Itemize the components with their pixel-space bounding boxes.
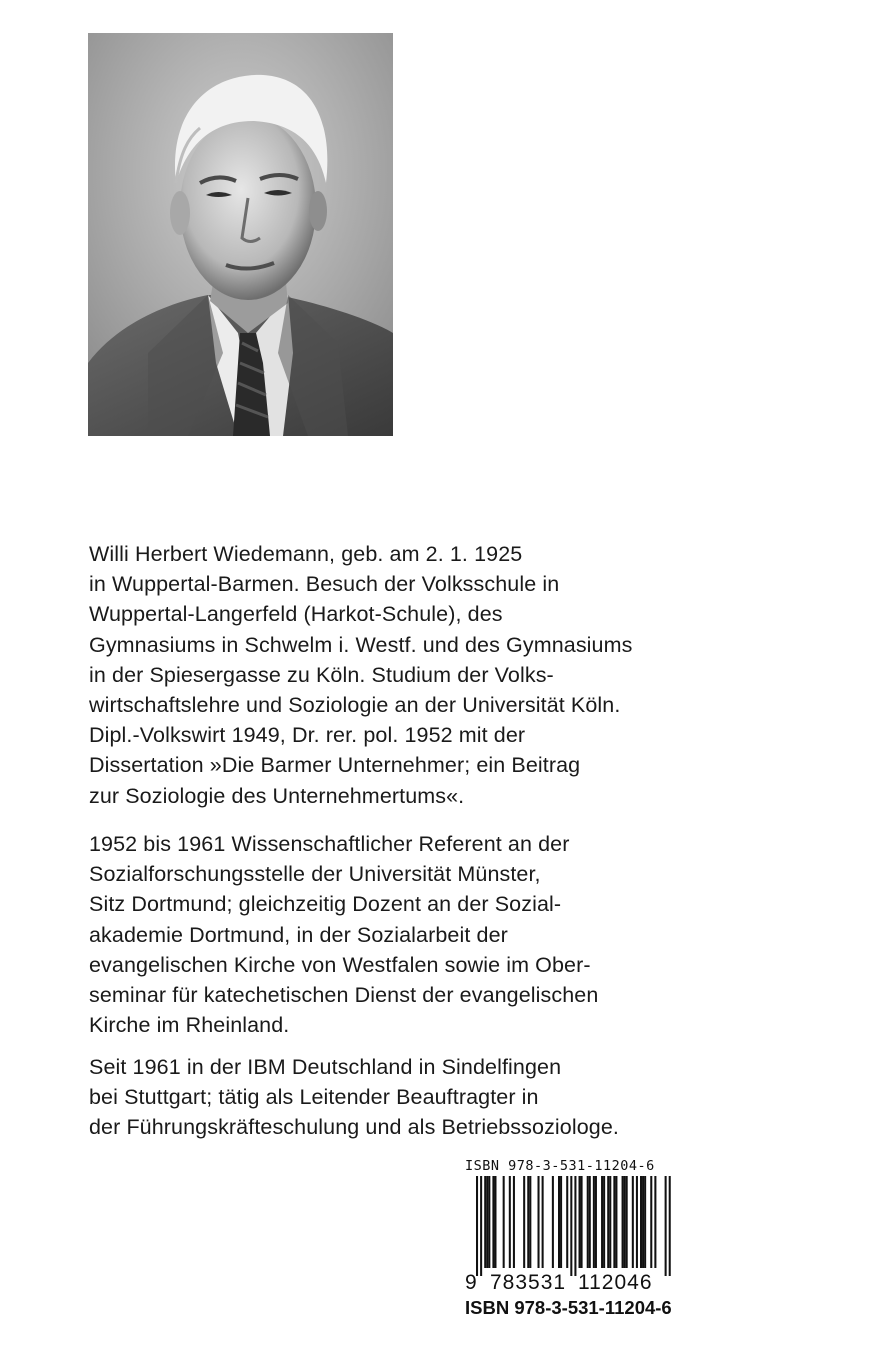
barcode-bar [613,1176,615,1268]
isbn-footer: ISBN 978-3-531-11204-6 [465,1297,672,1318]
barcode-bar [595,1176,597,1268]
bio-line: seminar für katechetischen Dienst der evangelischen [89,983,599,1008]
barcode-bar [615,1176,617,1268]
barcode-bar [579,1176,581,1268]
barcode-bar [509,1176,511,1268]
barcode-bar [538,1176,540,1268]
author-portrait-image [88,33,393,436]
barcode-bar [560,1176,562,1268]
barcode-bar [523,1176,525,1268]
author-photo [88,33,393,436]
barcode-bar [552,1176,554,1268]
bio-line: in der Spiesergasse zu Köln. Studium der Volks- [89,662,554,687]
bio-line: akademie Dortmund, in der Sozialarbeit der [89,922,508,947]
barcode-bar [558,1176,560,1268]
barcode-bar [669,1176,671,1276]
barcode-bar [624,1176,626,1268]
barcode-bar [650,1176,652,1268]
barcode-bar [593,1176,595,1268]
barcode-bar [589,1176,591,1268]
biography-paragraph-3 [89,1052,729,1143]
barcode-bar [513,1176,515,1268]
barcode-bar [529,1176,531,1268]
barcode-bar [654,1176,656,1268]
bio-line: der Führungskräfteschulung und als Betriebssoziologe. [89,1115,619,1140]
bio-line: Dissertation »Die Barmer Unternehmer; ein Beitrag [89,753,581,778]
bio-line: 1952 bis 1961 Wissenschaftlicher Referent an der [89,832,570,856]
barcode-bar [527,1176,529,1268]
bio-line: wirtschaftslehre und Soziologie an der Universität Köln. [89,693,621,718]
barcode-bar [609,1176,611,1268]
barcode-bar [644,1176,646,1268]
barcode-bar [476,1176,478,1276]
barcode-bar [632,1176,634,1268]
bio-line: Gymnasiums in Schwelm i. Westf. und des Gymnasiums [89,632,633,657]
barcode-bar [503,1176,505,1268]
barcode-bar [622,1176,624,1268]
barcode-bar [484,1176,486,1268]
bio-line: Willi Herbert Wiedemann, geb. am 2. 1. 1925 [89,542,523,566]
barcode-bar [601,1176,603,1268]
bio-line: Kirche im Rheinland. [89,1013,290,1038]
barcode-bar [542,1176,544,1268]
bio-line: Sozialforschungsstelle der Universität Münster, [89,862,541,887]
bio-line: Sitz Dortmund; gleichzeitig Dozent an der Sozial- [89,892,562,917]
barcode-digit-first: 9 [465,1271,477,1294]
barcode-bar [488,1176,490,1268]
barcode-bar [603,1176,605,1268]
barcode-bar [581,1176,583,1268]
barcode-isbn-label: ISBN 978-3-531-11204-6 [465,1158,655,1174]
barcode-bar [494,1176,496,1268]
biography-paragraph-2 [89,829,729,1040]
barcode-bar [492,1176,494,1268]
barcode-bar [607,1176,609,1268]
barcode-digits-right: 112046 [578,1271,653,1294]
bio-line: Seit 1961 in der IBM Deutschland in Sindelfingen [89,1055,562,1079]
biography-paragraph-1 [89,539,729,811]
barcode-bar [642,1176,644,1268]
bio-line: zur Soziologie des Unternehmertums«. [89,783,465,808]
bio-line: in Wuppertal-Barmen. Besuch der Volksschule in [89,572,560,597]
barcode-bar [480,1176,482,1276]
bio-line: bei Stuttgart; tätig als Leitender Beauftragter in [89,1085,539,1110]
barcode-bar [665,1176,667,1276]
barcode-bar [587,1176,589,1268]
isbn-barcode [462,1176,677,1294]
barcode-digits-left: 783531 [490,1271,567,1294]
barcode-bars [476,1176,671,1276]
barcode-bar [574,1176,576,1276]
barcode-bar [566,1176,568,1268]
barcode-bar [640,1176,642,1268]
barcode-bar [486,1176,488,1268]
bio-line: evangelischen Kirche von Westfalen sowie im Ober- [89,952,591,977]
barcode-bar [626,1176,628,1268]
barcode-bar [636,1176,638,1268]
bio-line: Dipl.-Volkswirt 1949, Dr. rer. pol. 1952 mit der [89,723,526,748]
bio-line: Wuppertal-Langerfeld (Harkot-Schule), des [89,602,503,627]
barcode-bar [570,1176,572,1276]
